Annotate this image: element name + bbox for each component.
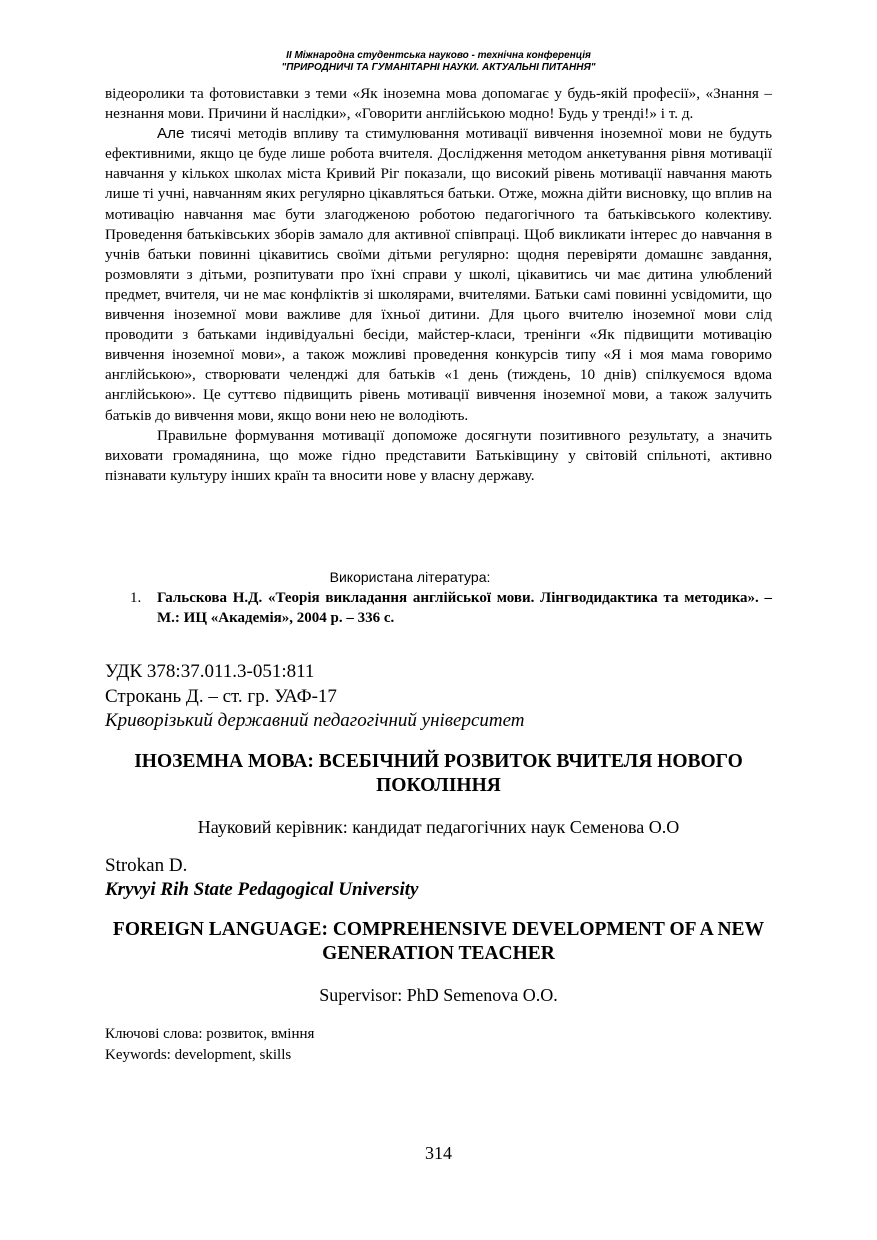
author-ua: Строкань Д. – ст. гр. УАФ-17 [105,686,337,707]
university-en: Kryvyi Rih State Pedagogical University [105,879,419,900]
keywords-ua: Ключові слова: розвиток, вміння [105,1026,315,1042]
header-line-2: "ПРИРОДНИЧІ ТА ГУМАНІТАРНІ НАУКИ. АКТУАЛЬНІ ПИТАННЯ" [281,62,596,73]
running-header [105,50,772,74]
body-text [105,84,772,486]
page-number: 314 [425,1143,452,1163]
university-ua: Криворізький державний педагогічний університет [105,710,525,731]
keywords-en: Keywords: development, skills [105,1047,292,1063]
reference-text: Гальскова Н.Д. «Теорія викладання англійської мови. Лінгводидактика та методика». – М.: ИЦ «Академія», 2004 р. – 336 с. [157,590,772,626]
article-title-ua: ІНОЗЕМНА МОВА: ВСЕБІЧНИЙ РОЗВИТОК ВЧИТЕЛЯ НОВОГО ПОКОЛІННЯ [134,751,743,796]
paragraph-1: відеоролики та фотовиставки з теми «Як іноземна мова допомагає у будь-якій професії», «Знання – незнання мови. Причини й наслідки», «Говорити англійською модно! Будь у тренді!» і т. д. [105,85,772,123]
references-title: Використана література: [329,569,491,585]
paragraph-3: Правильне формування мотивації допоможе досягнути позитивного результату, а значить виховати громадянина, що може гідно представити Батьківщину у світовій спільноті, активно пізнавати культуру інших країн та вносити нове у власну державу. [105,426,772,484]
reference-number: 1. [130,590,142,606]
udk-code: УДК 378:37.011.3-051:811 [105,661,315,682]
paragraph-2 [105,124,772,425]
article-title-en: FOREIGN LANGUAGE: COMPREHENSIVE DEVELOPMENT OF A NEW GENERATION TEACHER [112,919,765,964]
header-line-1: II Міжнародна студентська науково - технічна конференція [286,50,591,61]
reference-item [130,588,772,628]
supervisor-en: Supervisor: PhD Semenova O.O. [319,985,558,1005]
paragraph-2-text: тисячі методів впливу та стимулювання мотивації вивчення іноземної мови не будуть ефективними, якщо це буде лише робота вчителя. Дослідження методом анкетування рівня мотивації навчання у кількох школах міста Кривий Ріг показали, що високий рівень мотивації навчання мають лише ті учні, навчанням яких регулярно цікавляться батьки. Отже, можна дійти висновку, що вплив на мотивацію навчання має бути злагодженою роботою педагогічного та батьківського колективу. Проведення батьківських зборів замало для активної співпраці. Щоб викликати інтерес до навчання в учнів батьки повинні цікавитись своїми дітьми регулярно: щодня перевіряти домашнє завдання, розмовляти з дітьми, розпитувати про їхні справи у школі, цікавитись чи має дитина улюблений предмет, вчителя, чи не має конфліктів зі школярами, вчителями. Батьки самі повинні усвідомити, що вивчення іноземної мови важливе для їхньої дитини. Для цього вчителю іноземної мови слід проводити з батьками індивідуальні бесіди, майстер-класи, тренінги «Як підвищити мотивацію вивчення іноземної мови», а також можливі проведення конкурсів типу «Я і моя мама говоримо англійською», створювати челенджі для батьків «1 день (тиждень, 10 днів) спілкуємося вдома англійською». Це суттєво підвищить рівень мотивації вивчення іноземної мови, а також залучить батьків до вивчення мови, якщо вони нею не володіють. [105,125,772,424]
paragraph-2-lead: Але [157,125,185,143]
author-en: Strokan D. [105,855,188,876]
supervisor-ua: Науковий керівник: кандидат педагогічних наук Семенова О.О [197,817,680,837]
